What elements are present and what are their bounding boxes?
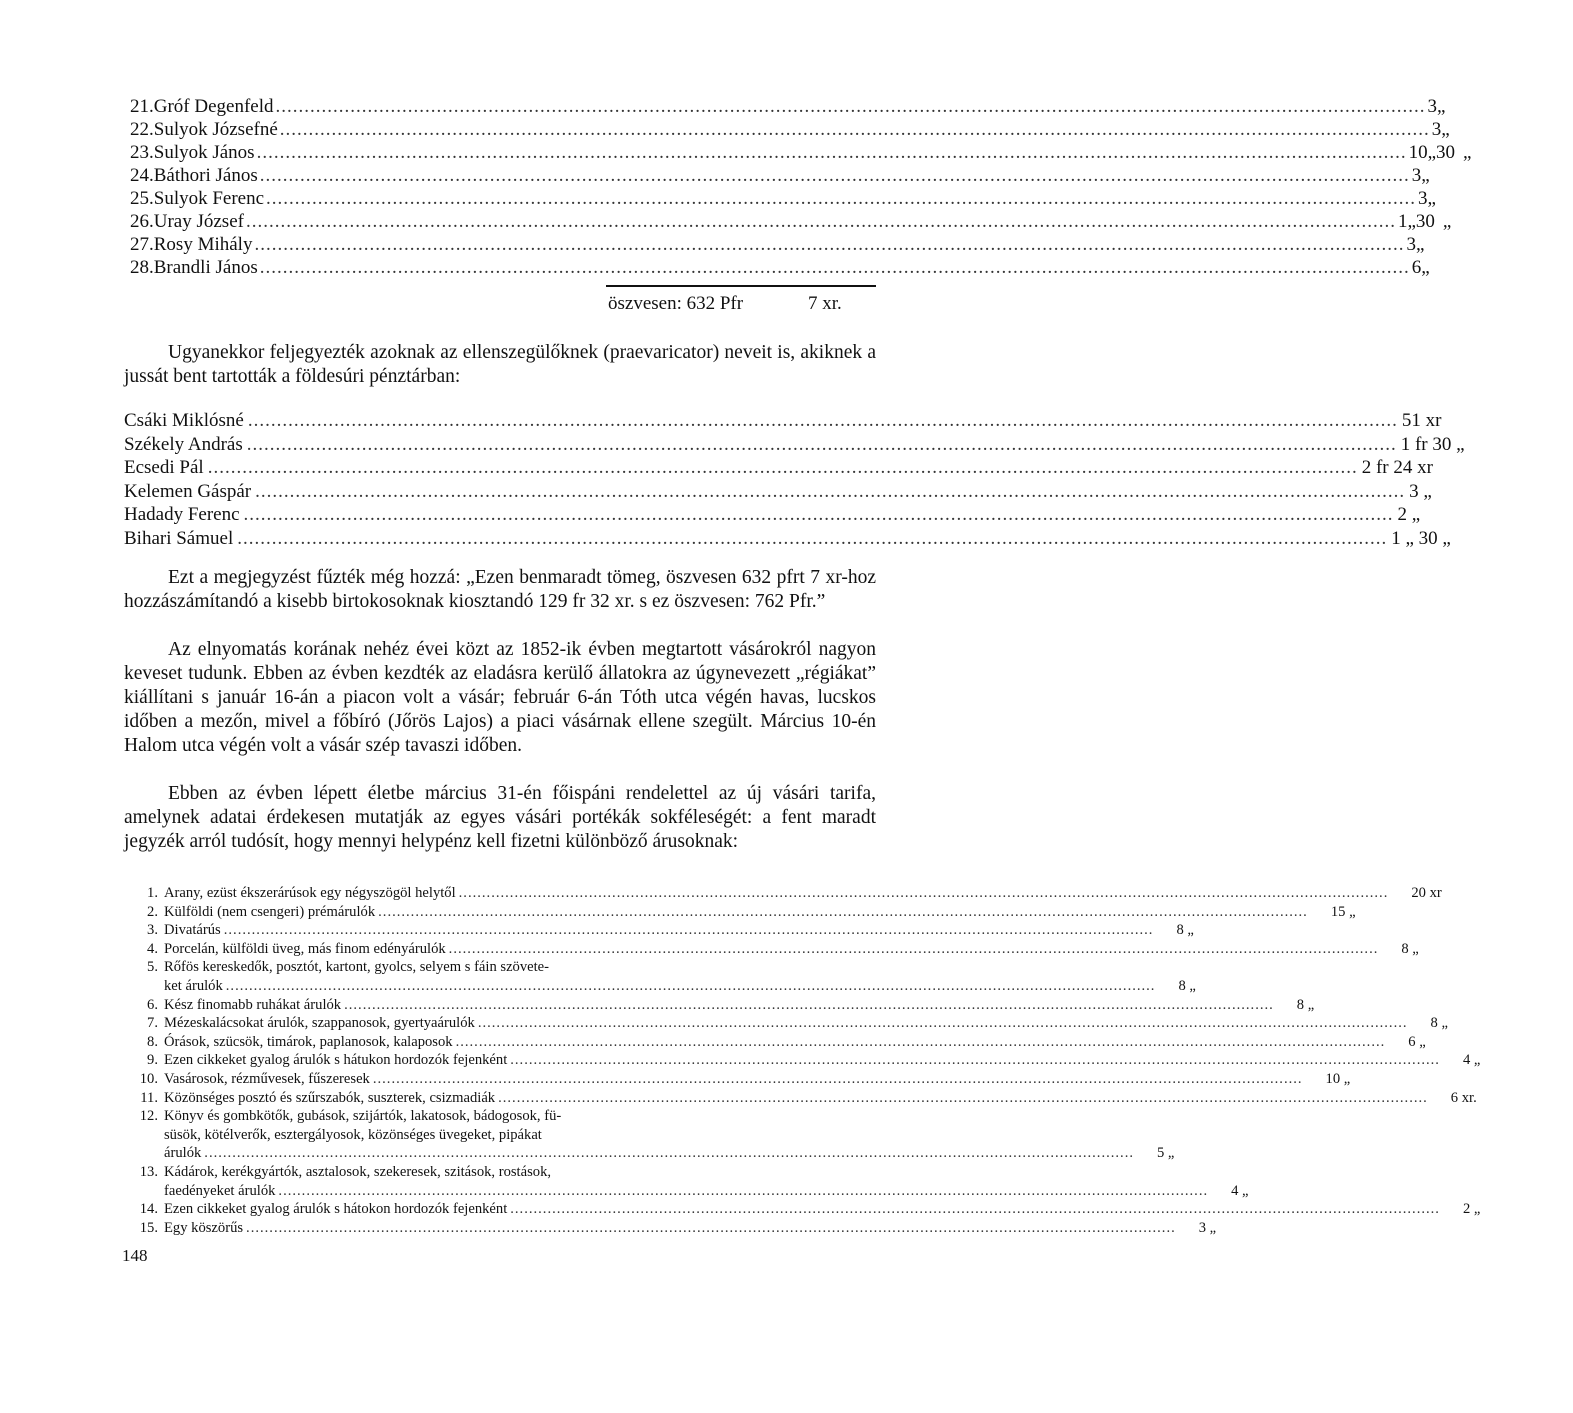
- dot-leader: ........................................................................................................................................................................................................: [510, 1052, 1440, 1069]
- list-item: [130, 211, 1452, 234]
- dot-leader: ........................................................................................................................................................................................................: [237, 527, 1388, 549]
- item-name: Ecsedi Pál: [124, 457, 204, 478]
- tariff-value: 10 „: [1325, 1070, 1351, 1087]
- item-unit: „: [1441, 119, 1450, 140]
- dot-leader: ........................................................................................................................................................................................................: [266, 188, 1417, 209]
- tariff-line: [164, 1163, 1211, 1182]
- tariff-line: [164, 1144, 1137, 1163]
- tariff-number: 4.: [147, 940, 158, 957]
- dot-leader: ........................................................................................................................................................................................................: [243, 504, 1394, 525]
- tariff-line-text: árulók: [164, 1145, 202, 1162]
- tariff-description: [164, 1033, 1388, 1052]
- dot-leader: ........................................................................................................................................................................................................: [255, 480, 1406, 502]
- tariff-line-text: Arany, ezüst ékszerárúsok egy négyszögöl helytől: [164, 885, 456, 901]
- tariff-line-text: Ezen cikkeket gyalog árulók s hátokon hordozók fejenként: [164, 1201, 508, 1218]
- dot-leader: ........................................................................................................................................................................................................: [378, 903, 1308, 920]
- item-value: 3: [1427, 96, 1438, 117]
- item-unit: „: [1407, 211, 1416, 232]
- tariff-line: [164, 958, 1158, 977]
- table-row: [118, 903, 1356, 922]
- item-unit: „: [1427, 188, 1436, 209]
- tariff-number: 7.: [147, 1015, 158, 1032]
- tariff-number: 2.: [147, 903, 158, 920]
- list-item: [124, 433, 1465, 458]
- tariff-number: 13.: [139, 1163, 158, 1180]
- item-number: 22.: [130, 119, 154, 140]
- tariff-number: 14.: [139, 1201, 158, 1218]
- tariff-description: [164, 1163, 1211, 1200]
- tariff-number: 15.: [139, 1219, 158, 1236]
- item-number: 25.: [130, 188, 154, 209]
- paragraph-history-text: Az elnyomatás korának nehéz évei közt az 1852-ik évben megtartott vásárokról nagyon keveset tudunk. Ebben az évben kezdték az eladásra kerülő állatokra az úgynevezett „régiákat” kiállítani s január 16-án a piacon volt a vásár; február 6-án Tóth utca végén havas, lucskos időben a mezőn, mivel a főbíró (Jőrös Lajos) a piaci vásárnak ellene szegült. Március 10-én Halom utca végén volt a vásár szép tavaszi időben.: [124, 639, 876, 756]
- list-item: [130, 165, 1430, 188]
- item-unit: „: [1437, 96, 1446, 117]
- dot-leader: ........................................................................................................................................................................................................: [279, 119, 1430, 140]
- tariff-value: 8 „: [1178, 977, 1196, 994]
- paragraph-history: [124, 638, 876, 758]
- tariff-number: 6.: [147, 996, 158, 1013]
- dot-leader: ........................................................................................................................................................................................................: [455, 1033, 1386, 1050]
- tariff-description: [164, 1107, 1137, 1163]
- item-name: Székely András: [124, 433, 243, 455]
- tariff-line-text: Vasárosok, rézművesek, fűszeresek: [164, 1070, 370, 1087]
- tariff-value: 4 „: [1231, 1182, 1249, 1199]
- dot-leader: ........................................................................................................................................................................................................: [448, 940, 1379, 957]
- tariff-number: 3.: [147, 922, 158, 939]
- dot-leader: ........................................................................................................................................................................................................: [223, 922, 1154, 939]
- item-name: Bihari Sámuel: [124, 527, 234, 549]
- dot-leader: ........................................................................................................................................................................................................: [207, 457, 1358, 478]
- tariff-value: 8 „: [1401, 940, 1419, 957]
- item-name: Kelemen Gáspár: [124, 480, 252, 502]
- paragraph-note-text: Ezt a megjegyzést fűzték még hozzá: „Ezen benmaradt tömeg, öszvesen 632 pfrt 7 xr-hoz hozzászámítandó a kisebb birtokosoknak kiosztandó 129 fr 32 xr. s ez öszvesen: 762 Pfr.”: [124, 567, 876, 612]
- tariff-description: [164, 958, 1158, 995]
- dot-leader: ........................................................................................................................................................................................................: [225, 977, 1156, 994]
- table-row: [118, 1219, 1217, 1238]
- paragraph-tariff-intro: [124, 782, 876, 854]
- dot-leader: ........................................................................................................................................................................................................: [498, 1089, 1428, 1106]
- tariff-number: 12.: [139, 1108, 158, 1125]
- table-row: [118, 1070, 1351, 1089]
- item-amount: 51 xr: [1401, 410, 1442, 431]
- item-value: 3: [1411, 165, 1422, 186]
- tariff-number: 10.: [139, 1070, 158, 1087]
- item-unit: „: [1421, 257, 1430, 278]
- tariff-line: [164, 996, 1277, 1015]
- item-name: Sulyok Ferenc: [153, 188, 265, 209]
- tariff-line-text: Rőfös kereskedők, posztót, kartont, gyolcs, selyem s fáin szövete-: [164, 959, 550, 976]
- tariff-description: [164, 1200, 1443, 1219]
- tariff-value: 4 „: [1462, 1052, 1481, 1069]
- tariff-line: [164, 1014, 1411, 1033]
- table-row: [118, 1051, 1481, 1070]
- tariff-description: [164, 1219, 1179, 1238]
- tariff-line: [164, 1033, 1388, 1052]
- tariff-description: [164, 1089, 1431, 1108]
- table-row: [118, 1014, 1448, 1033]
- tariff-value: 8 „: [1176, 922, 1194, 939]
- tariff-value: 20 xr: [1411, 885, 1442, 901]
- item-extra-unit: „: [1442, 211, 1452, 232]
- table-row: [118, 1033, 1426, 1052]
- tariff-line-text: Könyv és gombkötők, gubások, szijártók, lakatosok, bádogosok, fü-: [164, 1108, 562, 1125]
- item-extra: 30: [1436, 142, 1456, 163]
- tariff-line-text: Porcelán, külföldi üveg, más finom edényárulók: [164, 940, 446, 957]
- tariff-description: [164, 884, 1391, 903]
- dot-leader: ........................................................................................................................................................................................................: [510, 1201, 1440, 1218]
- tariff-description: [164, 921, 1156, 940]
- tariff-value: 15 „: [1330, 903, 1356, 920]
- tariff-list: [118, 884, 1481, 1237]
- table-row: [118, 921, 1194, 940]
- tariff-line-text: süsök, kötélverők, esztergályosok, közönséges üvegeket, pipákat: [164, 1126, 542, 1143]
- item-name: Rosy Mihály: [153, 234, 253, 255]
- tariff-line: [164, 1070, 1306, 1089]
- item-amount: 3 „: [1409, 480, 1432, 502]
- list-item: [124, 480, 1432, 505]
- table-row: [118, 958, 1196, 995]
- tariff-line-text: Kádárok, kerékgyártók, asztalosok, szekeresek, szitások, rostások,: [164, 1163, 552, 1180]
- dot-leader: ........................................................................................................................................................................................................: [245, 211, 1396, 232]
- item-name: Gróf Degenfeld: [153, 96, 274, 117]
- item-name: Sulyok János: [153, 142, 255, 163]
- dot-leader: ........................................................................................................................................................................................................: [204, 1145, 1134, 1162]
- page-number: 148: [122, 1246, 148, 1265]
- item-value: 3: [1418, 188, 1428, 209]
- tariff-value: 8 „: [1430, 1015, 1448, 1032]
- list-item: [124, 457, 1433, 481]
- table-row: [118, 884, 1442, 903]
- dot-leader: ........................................................................................................................................................................................................: [458, 885, 1389, 901]
- item-number: 26.: [130, 211, 154, 232]
- paragraph-intro: [124, 341, 876, 389]
- paragraph-tariff-intro-text: Ebben az évben lépett életbe március 31-én főispáni rendelettel az új vásári tarifa, amelynek adatai érdekesen mutatják az egyes vásári portékák sokféleségét: a fent maradt jegyzék arról tudósít, hogy mennyi helypénz kell fizetni különböző árusoknak:: [124, 783, 876, 852]
- sum-rule: [606, 285, 876, 287]
- list-item: [130, 234, 1425, 257]
- table-row: [118, 1200, 1481, 1219]
- table-row: [118, 1107, 1175, 1163]
- tariff-line: [164, 1200, 1443, 1219]
- dot-leader: ........................................................................................................................................................................................................: [254, 234, 1405, 255]
- tariff-line-text: Külföldi (nem csengeri) prémárulók: [164, 903, 376, 920]
- list-item: [124, 504, 1421, 528]
- tariff-number: 9.: [147, 1052, 158, 1069]
- tariff-value: 6 xr.: [1450, 1089, 1477, 1106]
- list-item: [130, 142, 1472, 165]
- dot-leader: ........................................................................................................................................................................................................: [372, 1070, 1303, 1087]
- item-value: 3: [1431, 119, 1442, 140]
- dot-leader: ........................................................................................................................................................................................................: [256, 142, 1407, 163]
- tariff-number: 11.: [140, 1089, 158, 1106]
- tariff-line-text: Kész finomabb ruhákat árulók: [164, 996, 342, 1013]
- tariff-line-text: Órások, szücsök, timárok, paplanosok, kalaposok: [164, 1033, 453, 1050]
- tariff-line-text: Mézeskalácsokat árulók, szappanosok, gyertyaárulók: [164, 1015, 475, 1032]
- tariff-value: 8 „: [1296, 996, 1315, 1013]
- item-number: 23.: [130, 142, 154, 163]
- tariff-line: [164, 921, 1156, 940]
- item-amount: 2 fr 24 xr: [1361, 457, 1433, 478]
- tariff-line: [164, 1089, 1431, 1108]
- dot-leader: ........................................................................................................................................................................................................: [275, 96, 1426, 117]
- tariff-line: [164, 1107, 1137, 1126]
- list-item: [124, 410, 1442, 434]
- total-line: [608, 293, 842, 315]
- dot-leader: ........................................................................................................................................................................................................: [278, 1182, 1209, 1199]
- tariff-line-text: ket árulók: [164, 977, 223, 994]
- item-amount: 2 „: [1397, 504, 1421, 525]
- item-unit: „: [1415, 234, 1425, 255]
- item-value: 3: [1406, 234, 1416, 255]
- list-item: [130, 257, 1430, 280]
- dot-leader: ........................................................................................................................................................................................................: [344, 996, 1274, 1013]
- item-amount: 1 fr 30 „: [1400, 433, 1465, 455]
- tariff-line: [164, 884, 1391, 903]
- list-item: [130, 188, 1436, 211]
- item-name: Sulyok Józsefné: [153, 119, 278, 140]
- tariff-line: [164, 977, 1158, 996]
- tariff-line-text: Ezen cikkeket gyalog árulók s hátukon hordozók fejenként: [164, 1052, 508, 1069]
- item-extra-unit: „: [1463, 142, 1472, 163]
- tariff-number: 5.: [147, 959, 158, 976]
- item-name: Brandli János: [153, 257, 258, 278]
- tariff-description: [164, 1051, 1443, 1070]
- item-value: 6: [1411, 257, 1422, 278]
- tariff-line-text: Egy köszörűs: [164, 1219, 244, 1236]
- item-value: 10: [1408, 142, 1428, 163]
- tariff-line: [164, 940, 1381, 959]
- item-name: Csáki Miklósné: [124, 410, 244, 431]
- dot-leader: ........................................................................................................................................................................................................: [247, 410, 1398, 431]
- paragraph-intro-text: Ugyanekkor feljegyezték azoknak az ellenszegülőknek (praevaricator) neveit is, akiknek a jussát bent tartották a földesúri pénztárban:: [124, 342, 876, 387]
- item-value: 1: [1397, 211, 1408, 232]
- tariff-line: [164, 903, 1311, 922]
- tariff-value: 6 „: [1408, 1033, 1426, 1050]
- table-row: [118, 1089, 1477, 1108]
- tariff-line: [164, 1126, 1137, 1145]
- item-name: Báthori János: [153, 165, 258, 186]
- tariff-value: 3 „: [1198, 1219, 1217, 1236]
- withheld-list: [124, 410, 1465, 551]
- tariff-line: [164, 1219, 1179, 1238]
- table-row: [118, 996, 1315, 1015]
- list-item: [130, 119, 1450, 142]
- item-extra: 30: [1415, 211, 1435, 232]
- table-row: [118, 940, 1419, 959]
- item-unit: „: [1427, 142, 1437, 163]
- donor-list: [130, 96, 1472, 280]
- tariff-value: 5 „: [1156, 1145, 1175, 1162]
- item-amount: 1 „ 30 „: [1391, 527, 1451, 549]
- item-unit: „: [1421, 165, 1430, 186]
- item-name: Uray József: [153, 211, 244, 232]
- tariff-line-text: Divatárús: [164, 922, 221, 939]
- tariff-description: [164, 1070, 1306, 1089]
- item-number: 27.: [130, 234, 154, 255]
- tariff-description: [164, 1014, 1411, 1033]
- dot-leader: ........................................................................................................................................................................................................: [246, 1219, 1176, 1236]
- item-name: Hadady Ferenc: [124, 504, 240, 525]
- tariff-description: [164, 996, 1277, 1015]
- tariff-number: 8.: [147, 1033, 158, 1050]
- list-item: [124, 527, 1451, 552]
- tariff-line: [164, 1051, 1443, 1070]
- tariff-description: [164, 940, 1381, 959]
- dot-leader: ........................................................................................................................................................................................................: [477, 1015, 1408, 1032]
- dot-leader: ........................................................................................................................................................................................................: [259, 165, 1410, 186]
- total-label: öszvesen: 632 Pfr: [608, 293, 744, 314]
- list-item: [130, 96, 1446, 119]
- tariff-value: 2 „: [1462, 1201, 1481, 1218]
- tariff-line-text: Közönséges posztó és szűrszabók, suszterek, csizmadiák: [164, 1089, 496, 1106]
- table-row: [118, 1163, 1249, 1200]
- tariff-number: 1.: [147, 885, 158, 901]
- paragraph-note: [124, 566, 876, 614]
- dot-leader: ........................................................................................................................................................................................................: [246, 433, 1397, 455]
- dot-leader: ........................................................................................................................................................................................................: [259, 257, 1410, 278]
- tariff-description: [164, 903, 1311, 922]
- tariff-line-text: faedényeket árulók: [164, 1182, 276, 1199]
- item-number: 24.: [130, 165, 154, 186]
- tariff-line: [164, 1182, 1211, 1201]
- total-xr: 7 xr.: [808, 293, 842, 314]
- item-number: 21.: [130, 96, 154, 117]
- item-number: 28.: [130, 257, 154, 278]
